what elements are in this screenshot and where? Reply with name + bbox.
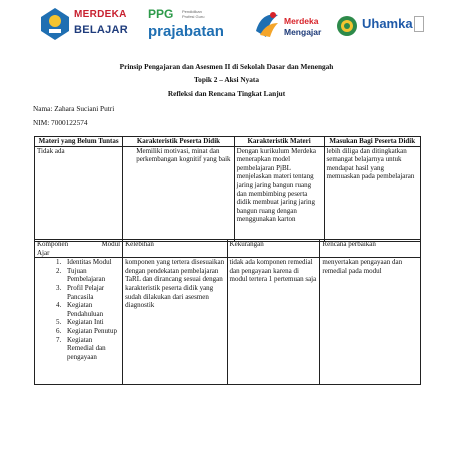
header-komponen-word: Komponen bbox=[37, 240, 69, 248]
list-item: 6. Kegiatan Penutup bbox=[63, 327, 120, 336]
logo-bar bbox=[36, 3, 420, 51]
header-karakteristik-materi: Karakteristik Materi bbox=[234, 137, 324, 147]
document-topic: Topik 2 – Aksi Nyata bbox=[193, 75, 260, 84]
cell-materi-belum-tuntas: Tidak ada bbox=[35, 146, 123, 241]
document-title: Prinsip Pengajaran dan Asesmen II di Sekolah Dasar dan Menengah bbox=[119, 62, 334, 71]
merdeka-belajar-line2: BELAJAR bbox=[74, 24, 129, 36]
uhamka-emblem-icon bbox=[336, 15, 358, 37]
cell-masukan-peserta-didik: lebih diliga dan ditingkatkan semangat belajarnya untuk mendapat hasil yang memuaskan pada pembelajaran bbox=[324, 146, 421, 241]
uhamka-logo bbox=[336, 3, 424, 49]
header-masukan-peserta-didik: Masukan Bagi Peserta Didik bbox=[324, 137, 421, 147]
merdeka-mengajar-line1: Merdeka bbox=[284, 16, 319, 26]
header-materi-belum-tuntas: Materi yang Belum Tuntas bbox=[35, 137, 123, 147]
merdeka-belajar-logo bbox=[36, 3, 146, 49]
list-item: 1. Identitas Modul bbox=[63, 258, 120, 267]
component-list bbox=[37, 258, 120, 361]
list-item: 5. Kegiatan Inti bbox=[63, 318, 120, 327]
header-kekurangan: Kekurangan bbox=[227, 240, 320, 258]
ppg-word: PPG bbox=[148, 7, 174, 21]
cell-karakteristik-materi: Dengan kurikulum Merdeka menerapkan model pembelajaran PjBL menjelaskan materi tentang jaring jaring bangun ruang dan membimbing peserta didik membuat jaring jaring bangun ruang dengan menggunakan karton bbox=[234, 146, 324, 241]
module-evaluation-table bbox=[34, 239, 421, 385]
student-name: Nama: Zahara Suciani Putri bbox=[33, 104, 115, 113]
ppg-prajabatan-logo bbox=[148, 3, 246, 49]
ppg-small-text: Pendidikan Profesi Guru bbox=[182, 9, 205, 19]
list-item: 4. Kegiatan Pendahuluan bbox=[63, 301, 120, 318]
header-komponen-modul-ajar bbox=[35, 240, 123, 258]
merdeka-mengajar-emblem-icon bbox=[254, 11, 280, 39]
cell-kekurangan: tidak ada komponen remedial dan pengayaan karena di modul tertera 1 pertemuan saja bbox=[227, 258, 320, 385]
prajabatan-word: prajabatan bbox=[148, 23, 224, 40]
list-item: 7. Kegiatan Remedial dan pengayaan bbox=[63, 336, 120, 362]
list-item: 2. Tujuan Pembelajaran bbox=[63, 267, 120, 284]
uhamka-name: Uhamka bbox=[362, 16, 413, 31]
merdeka-belajar-line1: MERDEKA bbox=[74, 9, 127, 20]
header-modul-word: Modul bbox=[101, 240, 121, 248]
header-kelebihan: Kelebihan bbox=[123, 240, 227, 258]
tut-wuri-emblem-icon bbox=[40, 7, 70, 41]
document-subtitle: Refleksi dan Rencana Tingkat Lanjut bbox=[167, 89, 286, 98]
header-karakteristik-peserta-didik: Karakteristik Peserta Didik bbox=[123, 137, 234, 147]
merdeka-mengajar-logo bbox=[254, 3, 334, 49]
cell-components bbox=[35, 258, 123, 385]
header-rencana-perbaikan: Rencana perbaikan bbox=[320, 240, 421, 258]
student-nim: NIM: 7000122574 bbox=[33, 118, 88, 127]
cell-kelebihan: komponen yang tertera disesuaikan dengan pendekatan pembelajaran TaRL dan dirancang sesuai dengan karakteristik peserta didik yang sudah dilakukan dari asesmen diagnostik bbox=[123, 258, 227, 385]
cell-rencana-perbaikan: menyertakan pengayaan dan remedial pada modul bbox=[320, 258, 421, 385]
table-row bbox=[35, 258, 421, 385]
table-row bbox=[35, 146, 421, 241]
uhamka-badge bbox=[414, 16, 424, 32]
list-item: 3. Profil Pelajar Pancasila bbox=[63, 284, 120, 301]
cell-karakteristik-peserta-didik: Memiliki motivasi, minat dan perkembangan kognitif yang baik bbox=[123, 146, 234, 241]
merdeka-mengajar-line2: Mengajar bbox=[284, 27, 322, 37]
header-ajar-word: Ajar bbox=[37, 248, 50, 257]
reflection-table bbox=[34, 136, 421, 242]
